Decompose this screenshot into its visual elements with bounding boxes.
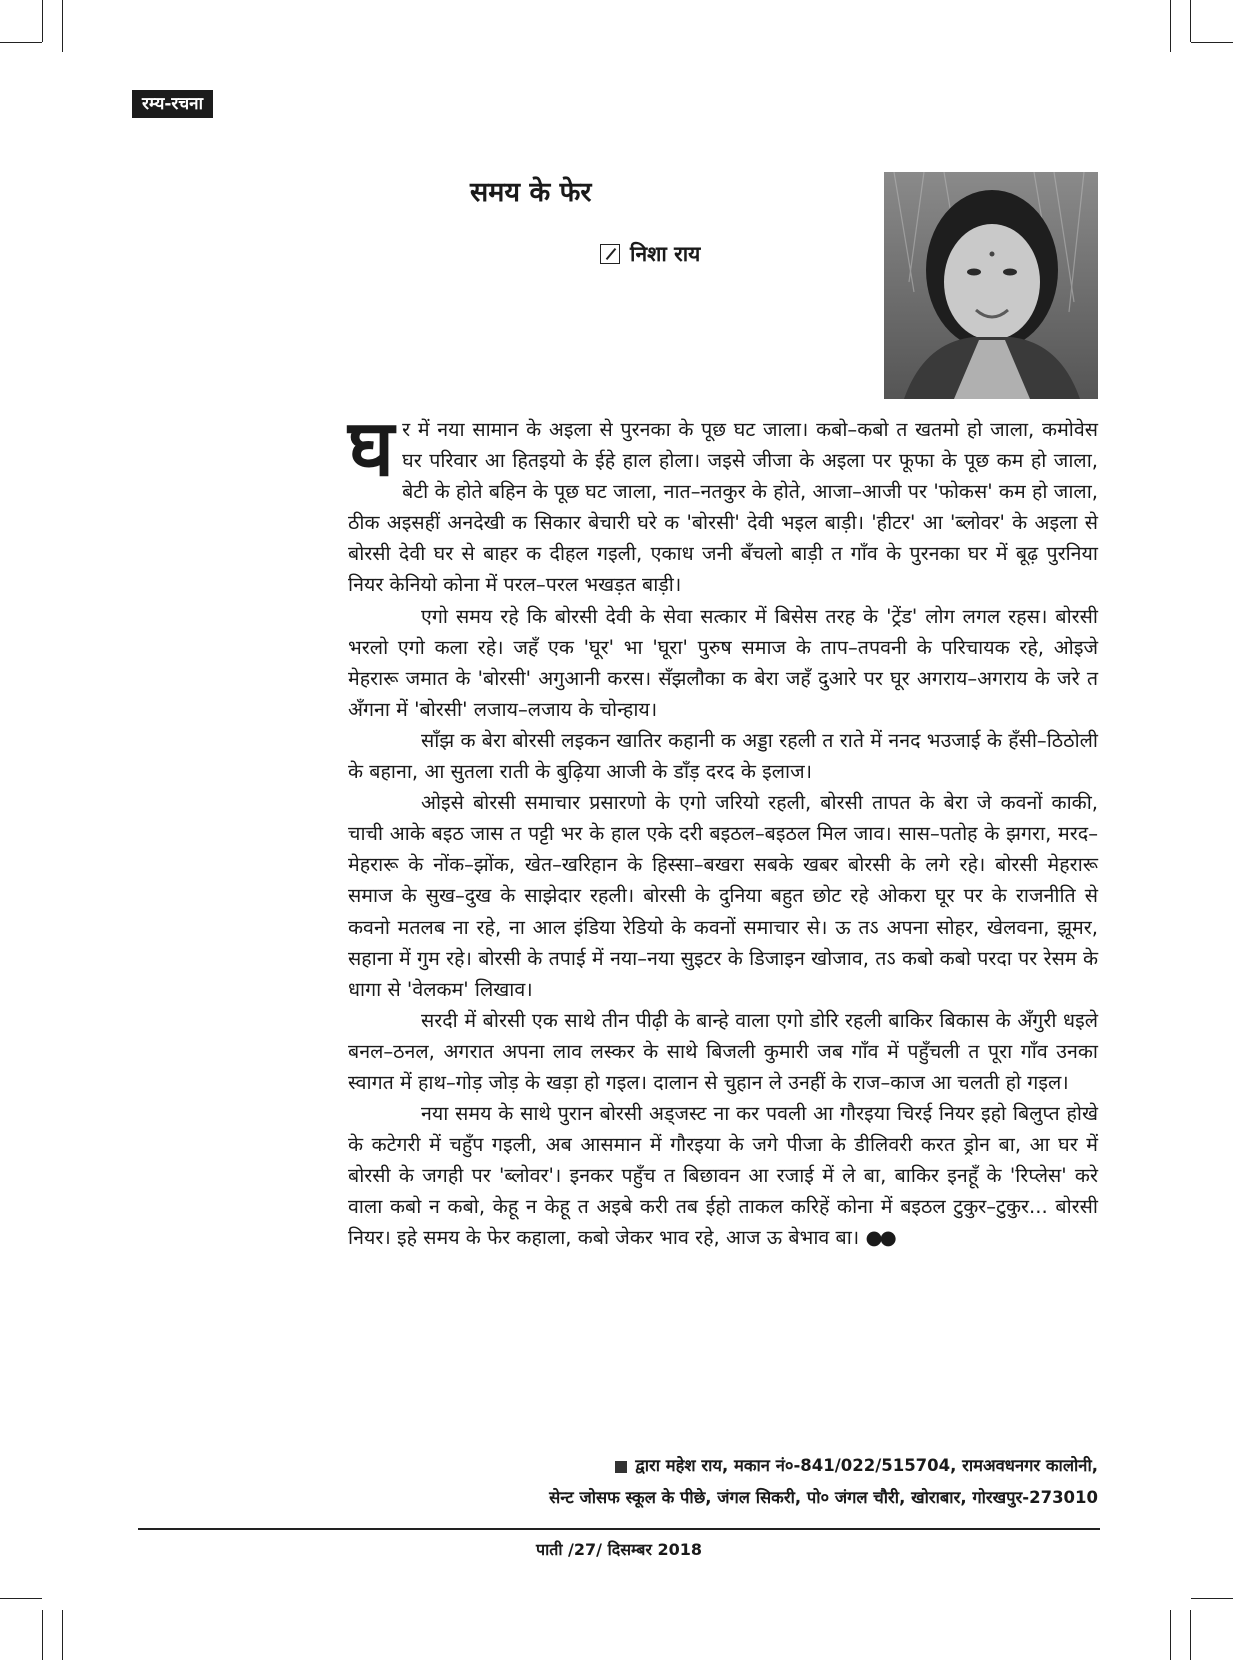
paragraph: एगो समय रहे कि बोरसी देवी के सेवा सत्कार में बिसेस तरह के 'ट्रेंड' लोग लगल रहस। बोरसी भरलो एगो कला रहे। जहँ एक 'घूर' भा 'घूरा' पुरुष समाज के ताप–तपवनी के परिचायक रहे, ओइजे मेहरारू जमात के 'बोरसी' अगुआनी करस। सँझलौका क बेरा जहँ दुआरे पर घूर अगराय–अगराय के जरे त अँगना में 'बोरसी' लजाय–लजाय के चोन्हाय।: [348, 604, 1098, 721]
article-body: [348, 404, 1098, 1254]
author-byline: [600, 240, 700, 268]
crop-mark: [42, 1610, 43, 1660]
paragraph: सरदी में बोरसी एक साथे तीन पीढ़ी के बान्हे वाला एगो डोरि रहली बाकिर बिकास के अँगुरी धइले बनल–ठनल, अगरात अपना लाव लस्कर के साथे बिजली कुमारी जब गाँव में पहुँचली त पूरा गाँव उनका स्वागत में हाथ–गोड़ जोड़ के खड़ा हो गइल। दालान से चुहान ले उनहीं के राज–काज आ चलती हो गइल।: [348, 1008, 1098, 1094]
paragraph: घर में नया सामान के अइला से पुरनका के पूछ घट जाला। कबो–कबो त खतमो हो जाला, कमोवेस घर परिवार आ हितइयो के ईहे हाल होला। जइसे जीजा के अइला पर फूफा के पूछ कम हो जाला, बेटी के होते बहिन के पूछ घट जाला, नात–नतकुर के होते, आजा–आजी पर 'फोकस' कम हो जाला, ठीक अइसहीं अनदेखी क सिकार बेचारी घरे क 'बोरसी' देवी भइल बाड़ी। 'हीटर' आ 'ब्लोवर' के अइला से बोरसी देवी घर से बाहर क दीहल गइली, एकाध जनी बँचलो बाड़ी त गाँव के पुरनका घर में बूढ़ पुरनिया नियर केनियो कोना में परल–परल भखड़त बाड़ी।: [348, 404, 1098, 597]
crop-mark: [42, 0, 43, 42]
crop-mark: [0, 42, 42, 43]
author-address: [360, 1450, 1098, 1514]
address-line-2: सेन्ट जोसफ स्कूल के पीछे, जंगल सिकरी, पो० जंगल चौरी, खोराबार, गोरखपुर-273010: [549, 1488, 1098, 1507]
section-label: रम्य-रचना: [132, 90, 213, 118]
paragraph: नया समय के साथे पुरान बोरसी अड्जस्ट ना कर पवली आ गौरइया चिरई नियर इहो बिलुप्त होखे के कटेगरी में चहुँप गइली, अब आसमान में गौरइया के जगे पीजा के डीलिवरी करत ड्रोन बा, आ घर में बोरसी के जगही पर 'ब्लोवर'। इनकर पहुँच त बिछावन आ रजाई में ले बा, बाकिर इनहूँ के 'रिप्लेस' करे वाला कबो न कबो, केहू न केहू त अइबे करी तब ईहो ताकल करिहें कोना में बइठल टुकुर–टुकुर... बोरसी नियर। इहे समय के फेर कहाला, कबो जेकर भाव रहे, आज ऊ बेभाव बा। ●●: [348, 1102, 1098, 1250]
crop-mark: [1190, 0, 1191, 42]
page-footer: पाती /27/ दिसम्बर 2018: [535, 1540, 703, 1559]
crop-mark: [1170, 1610, 1171, 1660]
end-mark: ●●: [865, 1226, 894, 1250]
paragraph: ओइसे बोरसी समाचार प्रसारणो के एगो जरियो रहली, बोरसी तापत के बेरा जे कवनों काकी, चाची आके बइठ जास त पट्टी भर के हाल एके दरी बइठल–बइठल मिल जाव। सास–पतोह के झगरा, मरद–मेहरारू के नोंक–झोंक, खेत–खरिहान के हिस्सा–बखरा सबके खबर बोरसी के लगे रहे। बोरसी मेहरारू समाज के सुख–दुख के साझेदार रहली। बोरसी के दुनिया बहुत छोट रहे ओकरा घूर पर के राजनीति से कवनो मतलब ना रहे, ना आल इंडिया रेडियो के कवनों समाचार से। ऊ तऽ अपना सोहर, खेलवना, झूमर, सहाना में गुम रहे। बोरसी के तपाई में नया–नया सुइटर के डिजाइन खोजाव, तऽ कबो कबो परदा पर रेसम के धागा से 'वेलकम' लिखाव।: [348, 791, 1098, 1001]
crop-mark: [1191, 42, 1233, 43]
paragraph: साँझ क बेरा बोरसी लइकन खातिर कहानी क अड्डा रहली त राते में ननद भउजाई के हँसी–ठिठोली के बहाना, आ सुतला राती के बुढ़िया आजी के डाँड़ दरद के इलाज।: [348, 728, 1098, 784]
author-name: निशा राय: [630, 242, 701, 266]
crop-mark: [1191, 1598, 1233, 1599]
author-photo: [884, 172, 1098, 399]
address-line-1: द्वारा महेश राय, मकान नं०-841/022/515704, रामअवधनगर कालोनी,: [360, 1450, 1098, 1482]
footer-divider: [138, 1528, 1100, 1530]
crop-mark: [0, 1598, 42, 1599]
crop-mark: [1170, 0, 1171, 52]
pen-icon: [600, 244, 620, 264]
crop-mark: [62, 1610, 63, 1660]
square-bullet-icon: [615, 1461, 627, 1473]
article-title: समय के फेर: [470, 177, 592, 208]
crop-mark: [1190, 1610, 1191, 1660]
crop-mark: [62, 0, 63, 52]
dropcap: घ: [348, 404, 395, 494]
